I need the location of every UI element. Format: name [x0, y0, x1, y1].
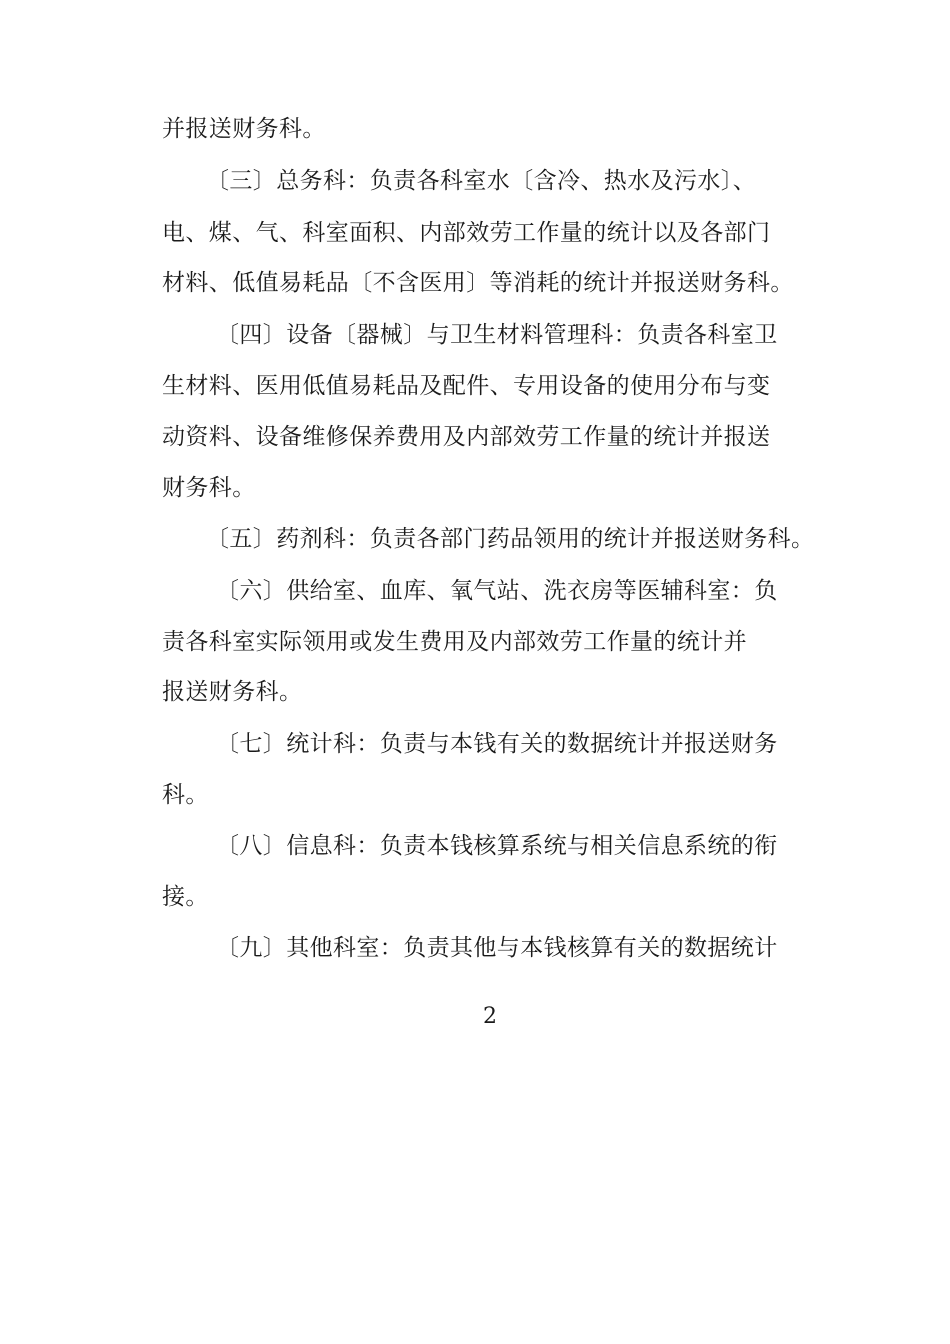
- section-heading-6: 〔六〕供给室、血库、氧气站、洗衣房等医辅科室：负: [216, 578, 778, 604]
- text-line: 报送财务科。: [162, 679, 303, 705]
- text-line: 生材料、医用低值易耗品及配件、专用设备的使用分布与变: [162, 373, 771, 399]
- section-heading-5: 〔五〕药剂科：负责各部门药品领用的统计并报送财务科。: [206, 526, 815, 552]
- text-line: 接。: [162, 884, 209, 910]
- text-line: 财务科。: [162, 475, 256, 501]
- section-heading-3: 〔三〕总务科：负责各科室水〔含冷、热水及污水〕、: [206, 168, 757, 194]
- text-line: 电、煤、气、科室面积、内部效劳工作量的统计以及各部门: [162, 220, 771, 246]
- section-heading-9: 〔九〕其他科室：负责其他与本钱核算有关的数据统计: [216, 935, 778, 961]
- text-line: 材料、低值易耗品〔不含医用〕等消耗的统计并报送财务科。: [162, 270, 794, 296]
- text-line: 科。: [162, 782, 209, 808]
- text-line: 并报送财务科。: [162, 116, 326, 142]
- text-line: 责各科室实际领用或发生费用及内部效劳工作量的统计并: [162, 629, 747, 655]
- section-heading-4: 〔四〕设备〔器械〕与卫生材料管理科：负责各科室卫: [216, 322, 778, 348]
- section-heading-7: 〔七〕统计科：负责与本钱有关的数据统计并报送财务: [216, 731, 778, 757]
- page-number: 2: [483, 1004, 497, 1029]
- section-heading-8: 〔八〕信息科：负责本钱核算系统与相关信息系统的衔: [216, 833, 778, 859]
- text-line: 动资料、设备维修保养费用及内部效劳工作量的统计并报送: [162, 424, 771, 450]
